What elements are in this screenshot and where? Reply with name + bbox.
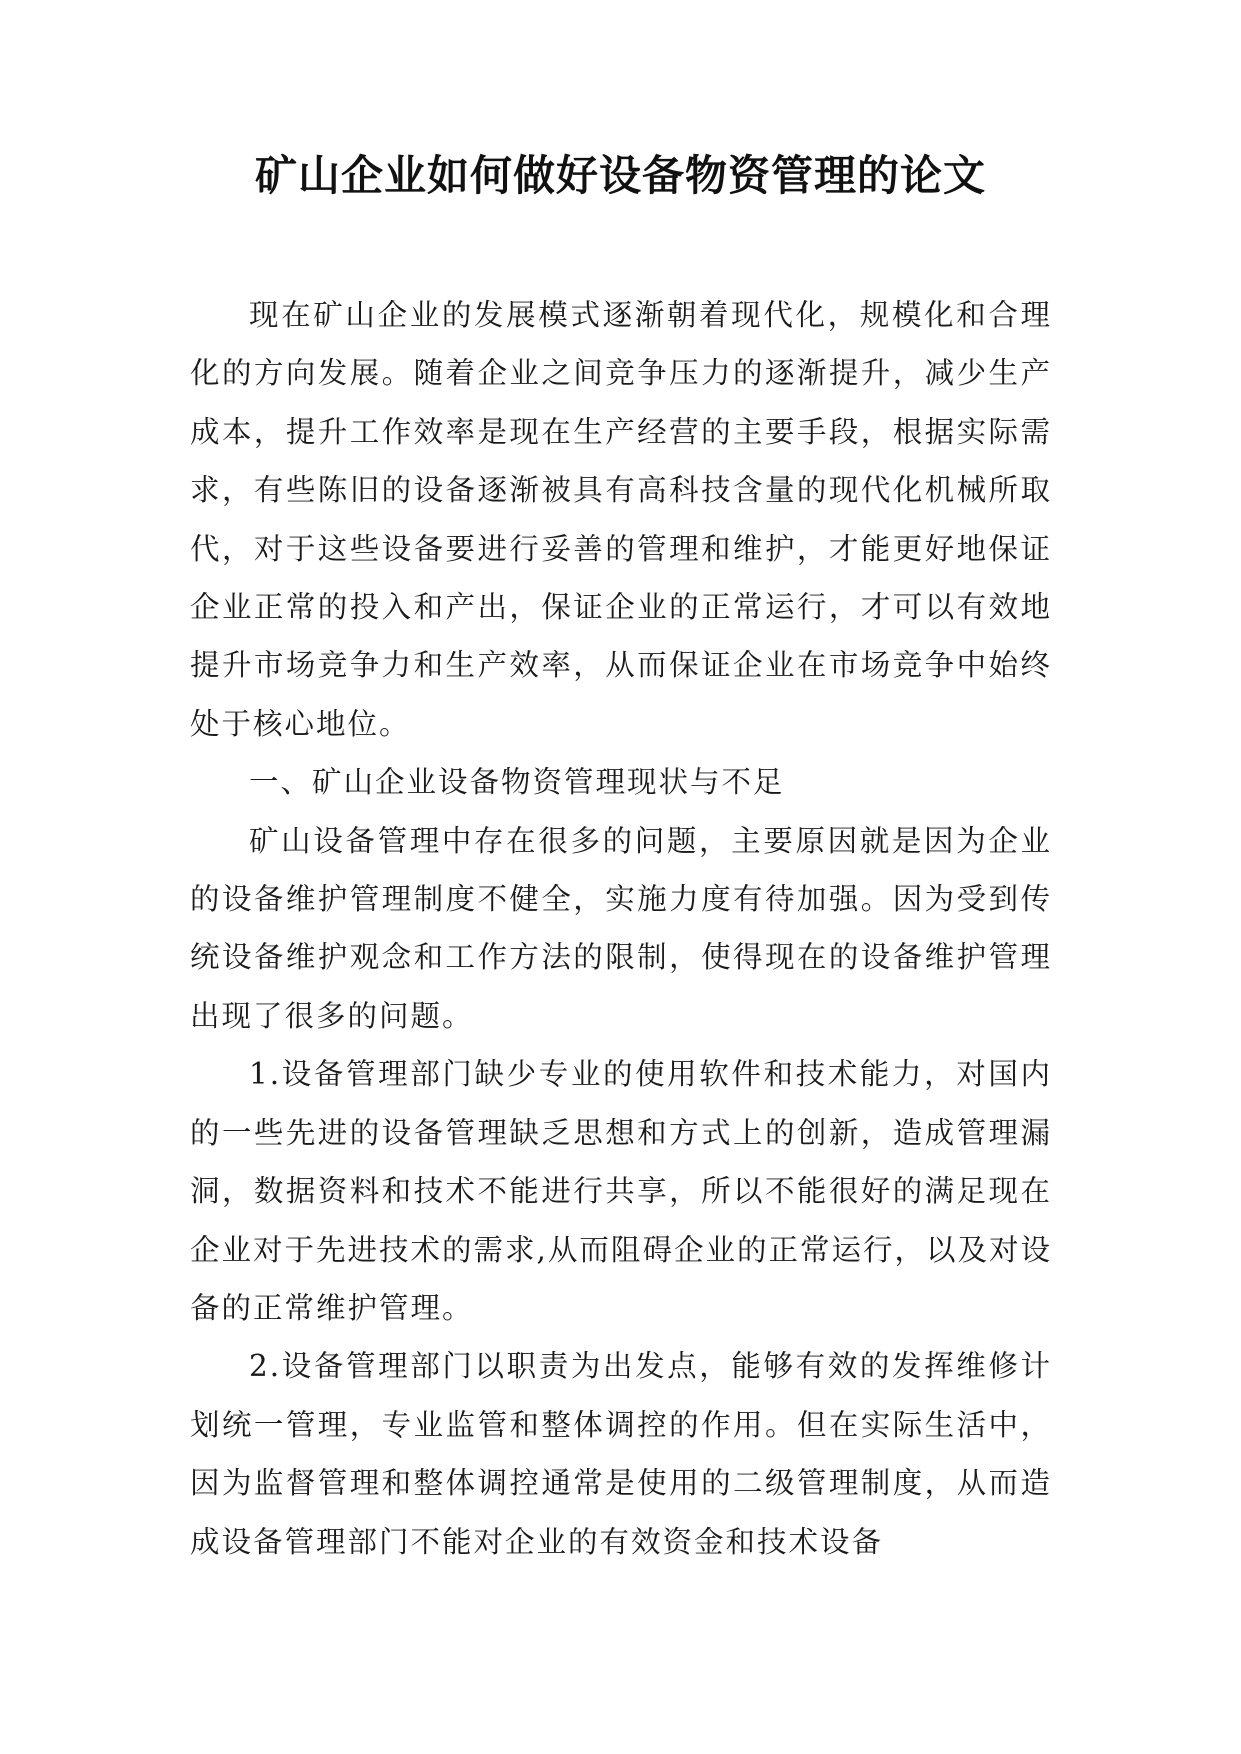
section-paragraph: 矿山设备管理中存在很多的问题，主要原因就是因为企业的设备维护管理制度不健全，实施力度有待加强。因为受到传统设备维护观念和工作方法的限制，使得现在的设备维护管理出现了很多的问题。 — [190, 823, 1052, 1033]
numbered-paragraph-1: 1.设备管理部门缺少专业的使用软件和技术能力，对国内的一些先进的设备管理缺乏思想和方式上的创新，造成管理漏洞，数据资料和技术不能进行共享，所以不能很好的满足现在企业对于先进技术的需求,从而阻碍企业的正常运行，以及对设备的正常维护管理。 — [190, 1057, 1052, 1325]
intro-paragraph: 现在矿山企业的发展模式逐渐朝着现代化，规模化和合理化的方向发展。随着企业之间竞争压力的逐渐提升，减少生产成本，提升工作效率是现在生产经营的主要手段，根据实际需求，有些陈旧的设备逐渐被具有高科技含量的现代化机械所取代，对于这些设备要进行妥善的管理和维护，才能更好地保证企业正常的投入和产出，保证企业的正常运行，才可以有效地提升市场竞争力和生产效率，从而保证企业在市场竞争中始终处于核心地位。 — [190, 298, 1052, 741]
document-title: 矿山企业如何做好设备物资管理的论文 — [254, 151, 986, 200]
section-heading: 一、矿山企业设备物资管理现状与不足 — [249, 765, 785, 800]
document-body — [190, 286, 1052, 1571]
numbered-paragraph-2: 2.设备管理部门以职责为出发点，能够有效的发挥维修计划统一管理，专业监管和整体调控的作用。但在实际生活中，因为监督管理和整体调控通常是使用的二级管理制度，从而造成设备管理部门不能对企业的有效资金和技术设备 — [190, 1349, 1052, 1559]
